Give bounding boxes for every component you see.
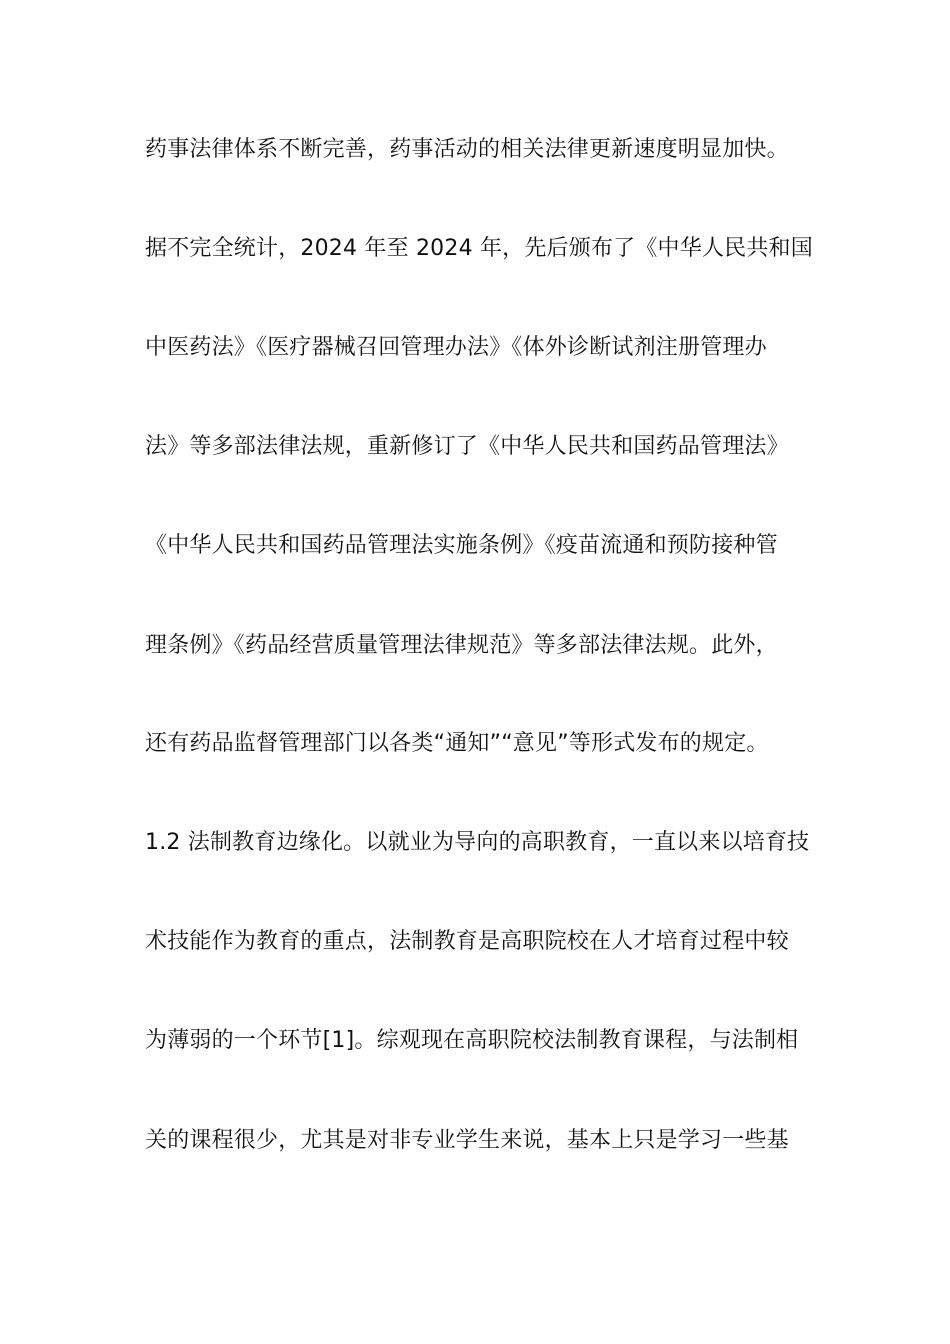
text-line: 术技能作为教育的重点，法制教育是高职院校在人才培育过程中较 xyxy=(145,929,789,954)
text-line: 关的课程很少，尤其是对非专业学生来说，基本上只是学习一些基 xyxy=(145,1128,789,1153)
text-line: 还有药品监督管理部门以各类“通知”“意见”等形式发布的规定。 xyxy=(145,731,769,756)
text-line: 《中华人民共和国药品管理法实施条例》《疫苗流通和预防接种管 xyxy=(145,533,778,558)
text-line: 为薄弱的一个环节[1]。综观现在高职院校法制教育课程，与法制相 xyxy=(145,1028,799,1053)
text-line: 法》等多部法律法规，重新修订了《中华人民共和国药品管理法》 xyxy=(145,434,789,459)
text-line: 药事法律体系不断完善，药事活动的相关法律更新速度明显加快。 xyxy=(145,137,789,162)
text-line: 1.2 法制教育边缘化。以就业为导向的高职教育，一直以来以培育技 xyxy=(145,830,810,855)
text-line: 据不完全统计，2024 年至 2024 年，先后颁布了《中华人民共和国 xyxy=(145,236,813,261)
text-line: 中医药法》《医疗器械召回管理办法》《体外诊断试剂注册管理办 xyxy=(145,335,767,360)
text-line: 理条例》《药品经营质量管理法律规范》等多部法律法规。此外， xyxy=(145,633,778,658)
